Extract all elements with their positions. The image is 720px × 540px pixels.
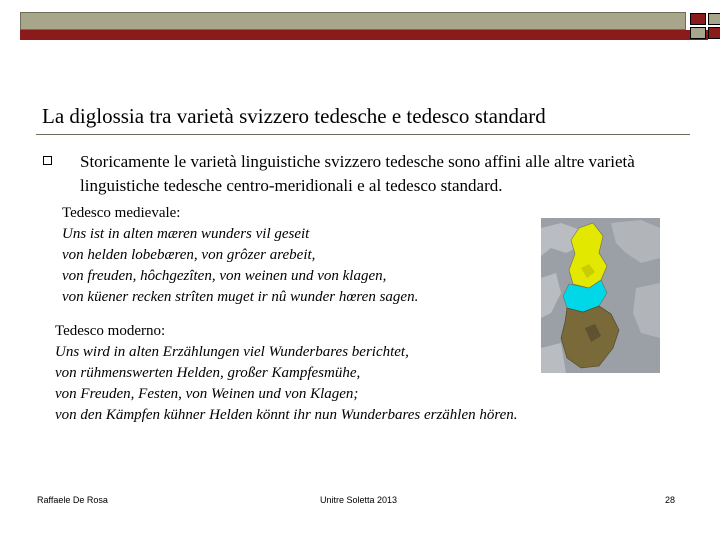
medieval-heading: Tedesco medievale: xyxy=(62,205,181,221)
bullet-text: Storicamente le varietà linguistiche svizzero tedesche sono affini alle altre varietà linguistiche tedesche centro-meridionali e al tedesco standard. xyxy=(80,152,635,195)
medieval-line: von küener recken strîten muget ir nû wunder hœren sagen. xyxy=(62,289,419,305)
medieval-line: Uns ist in alten mæren wunders vil geseit xyxy=(62,226,310,242)
footer-event: Unitre Soletta 2013 xyxy=(320,495,398,505)
footer-author: Raffaele De Rosa xyxy=(37,495,108,505)
header-decoration xyxy=(20,12,708,40)
modern-text-block xyxy=(55,321,518,426)
header-square xyxy=(690,27,706,39)
header-red-bar xyxy=(20,30,708,40)
header-square xyxy=(708,13,720,25)
dialect-map-svg xyxy=(541,218,660,373)
modern-line: von den Kämpfen kühner Helden könnt ihr nun Wunderbares erzählen hören. xyxy=(55,407,518,423)
modern-line: Uns wird in alten Erzählungen viel Wunderbares berichtet, xyxy=(55,344,409,360)
medieval-text-block xyxy=(62,203,418,308)
medieval-line: von freuden, hôchgezîten, von weinen und von klagen, xyxy=(62,268,387,284)
header-square xyxy=(708,27,720,39)
modern-line: von Freuden, Festen, von Weinen und von Klagen; xyxy=(55,386,359,402)
header-square xyxy=(690,13,706,25)
modern-heading: Tedesco moderno: xyxy=(55,323,166,339)
dialect-map-image xyxy=(541,218,660,373)
modern-line: von rühmenswerten Helden, großer Kampfesmühe, xyxy=(55,365,361,381)
medieval-line: von helden lobebæren, von grôzer arebeit, xyxy=(62,247,316,263)
header-olive-bar xyxy=(20,12,686,30)
footer-page-number: 28 xyxy=(665,495,676,505)
bullet-square-icon xyxy=(43,156,52,165)
title-divider xyxy=(36,134,690,135)
slide-title: La diglossia tra varietà svizzero tedesche e tedesco standard xyxy=(42,104,546,128)
